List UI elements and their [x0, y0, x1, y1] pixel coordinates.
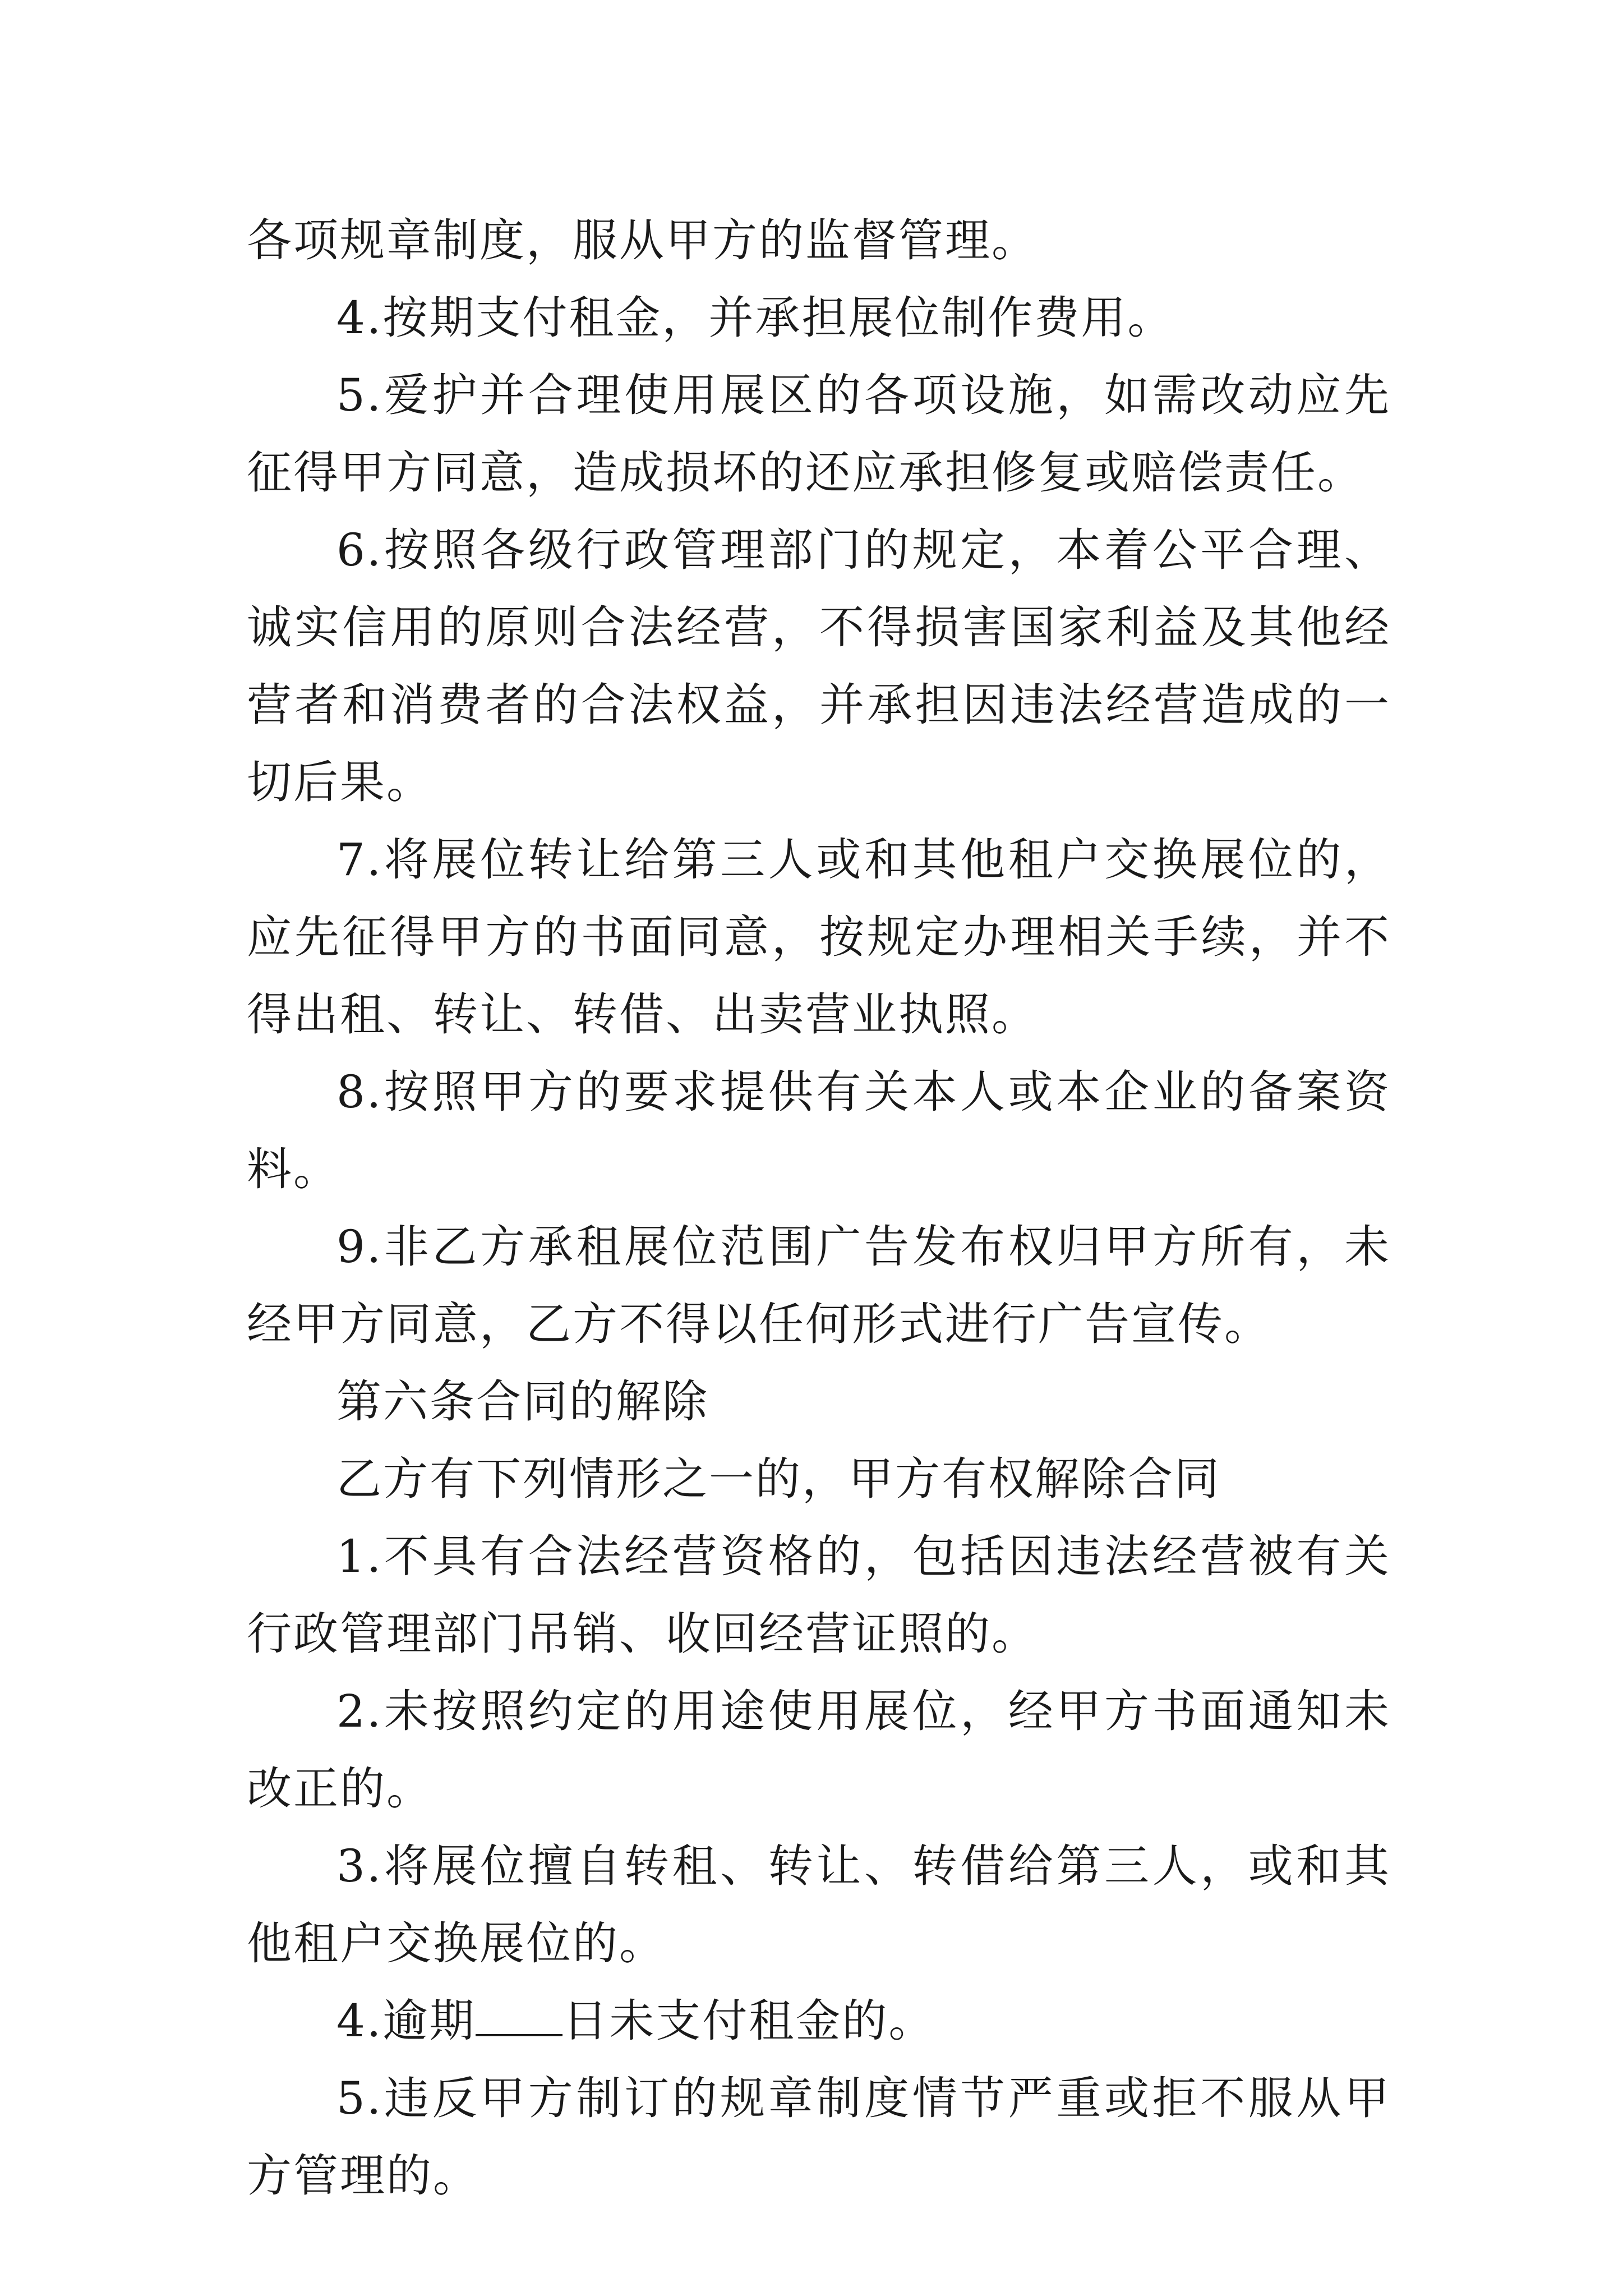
termination-clause-3: 3.将展位擅自转租、转让、转借给第三人，或和其他租户交换展位的。: [247, 1840, 1391, 1970]
article-6-intro: 乙方有下列情形之一的，甲方有权解除合同: [336, 1453, 1221, 1505]
clause-6-legal-operation: 6.按照各级行政管理部门的规定，本着公平合理、诚实信用的原则合法经营，不得损害国家利益及其他经营者和消费者的合法权益，并承担因违法经营造成的一切后果。: [247, 524, 1391, 808]
fill-in-blank[interactable]: [476, 1998, 562, 2036]
clause-4-suffix: 日未支付租金的。: [562, 1995, 935, 2047]
clause-8-records: 8.按照甲方的要求提供有关本人或本企业的备案资料。: [247, 1066, 1391, 1195]
clause-7-transfer: 7.将展位转让给第三人或和其他租户交换展位的，应先征得甲方的书面同意，按规定办理相关手续，并不得出租、转让、转借、出卖营业执照。: [247, 834, 1391, 1041]
clause-5-facilities: 5.爱护并合理使用展区的各项设施，如需改动应先征得甲方同意，造成损坏的还应承担修复或赔偿责任。: [247, 369, 1391, 499]
clause-4-pay-rent: 4.按期支付租金，并承担展位制作费用。: [336, 292, 1174, 344]
termination-clause-2: 2.未按照约定的用途使用展位，经甲方书面通知未改正的。: [247, 1685, 1391, 1815]
termination-clause-1: 1.不具有合法经营资格的，包括因违法经营被有关行政管理部门吊销、收回经营证照的。: [247, 1530, 1391, 1660]
clause-9-advertising: 9.非乙方承租展位范围广告发布权归甲方所有，未经甲方同意，乙方不得以任何形式进行广告宣传。: [247, 1221, 1391, 1350]
document-body: [247, 202, 1391, 2215]
paragraph-continuation: 各项规章制度，服从甲方的监督管理。: [247, 214, 1038, 266]
termination-clause-4: [247, 1982, 1391, 2060]
termination-clause-5: 5.违反甲方制订的规章制度情节严重或拒不服从甲方管理的。: [247, 2072, 1391, 2202]
clause-4-prefix: 4.逾期: [336, 1995, 476, 2047]
article-6-heading: 第六条合同的解除: [336, 1375, 709, 1428]
